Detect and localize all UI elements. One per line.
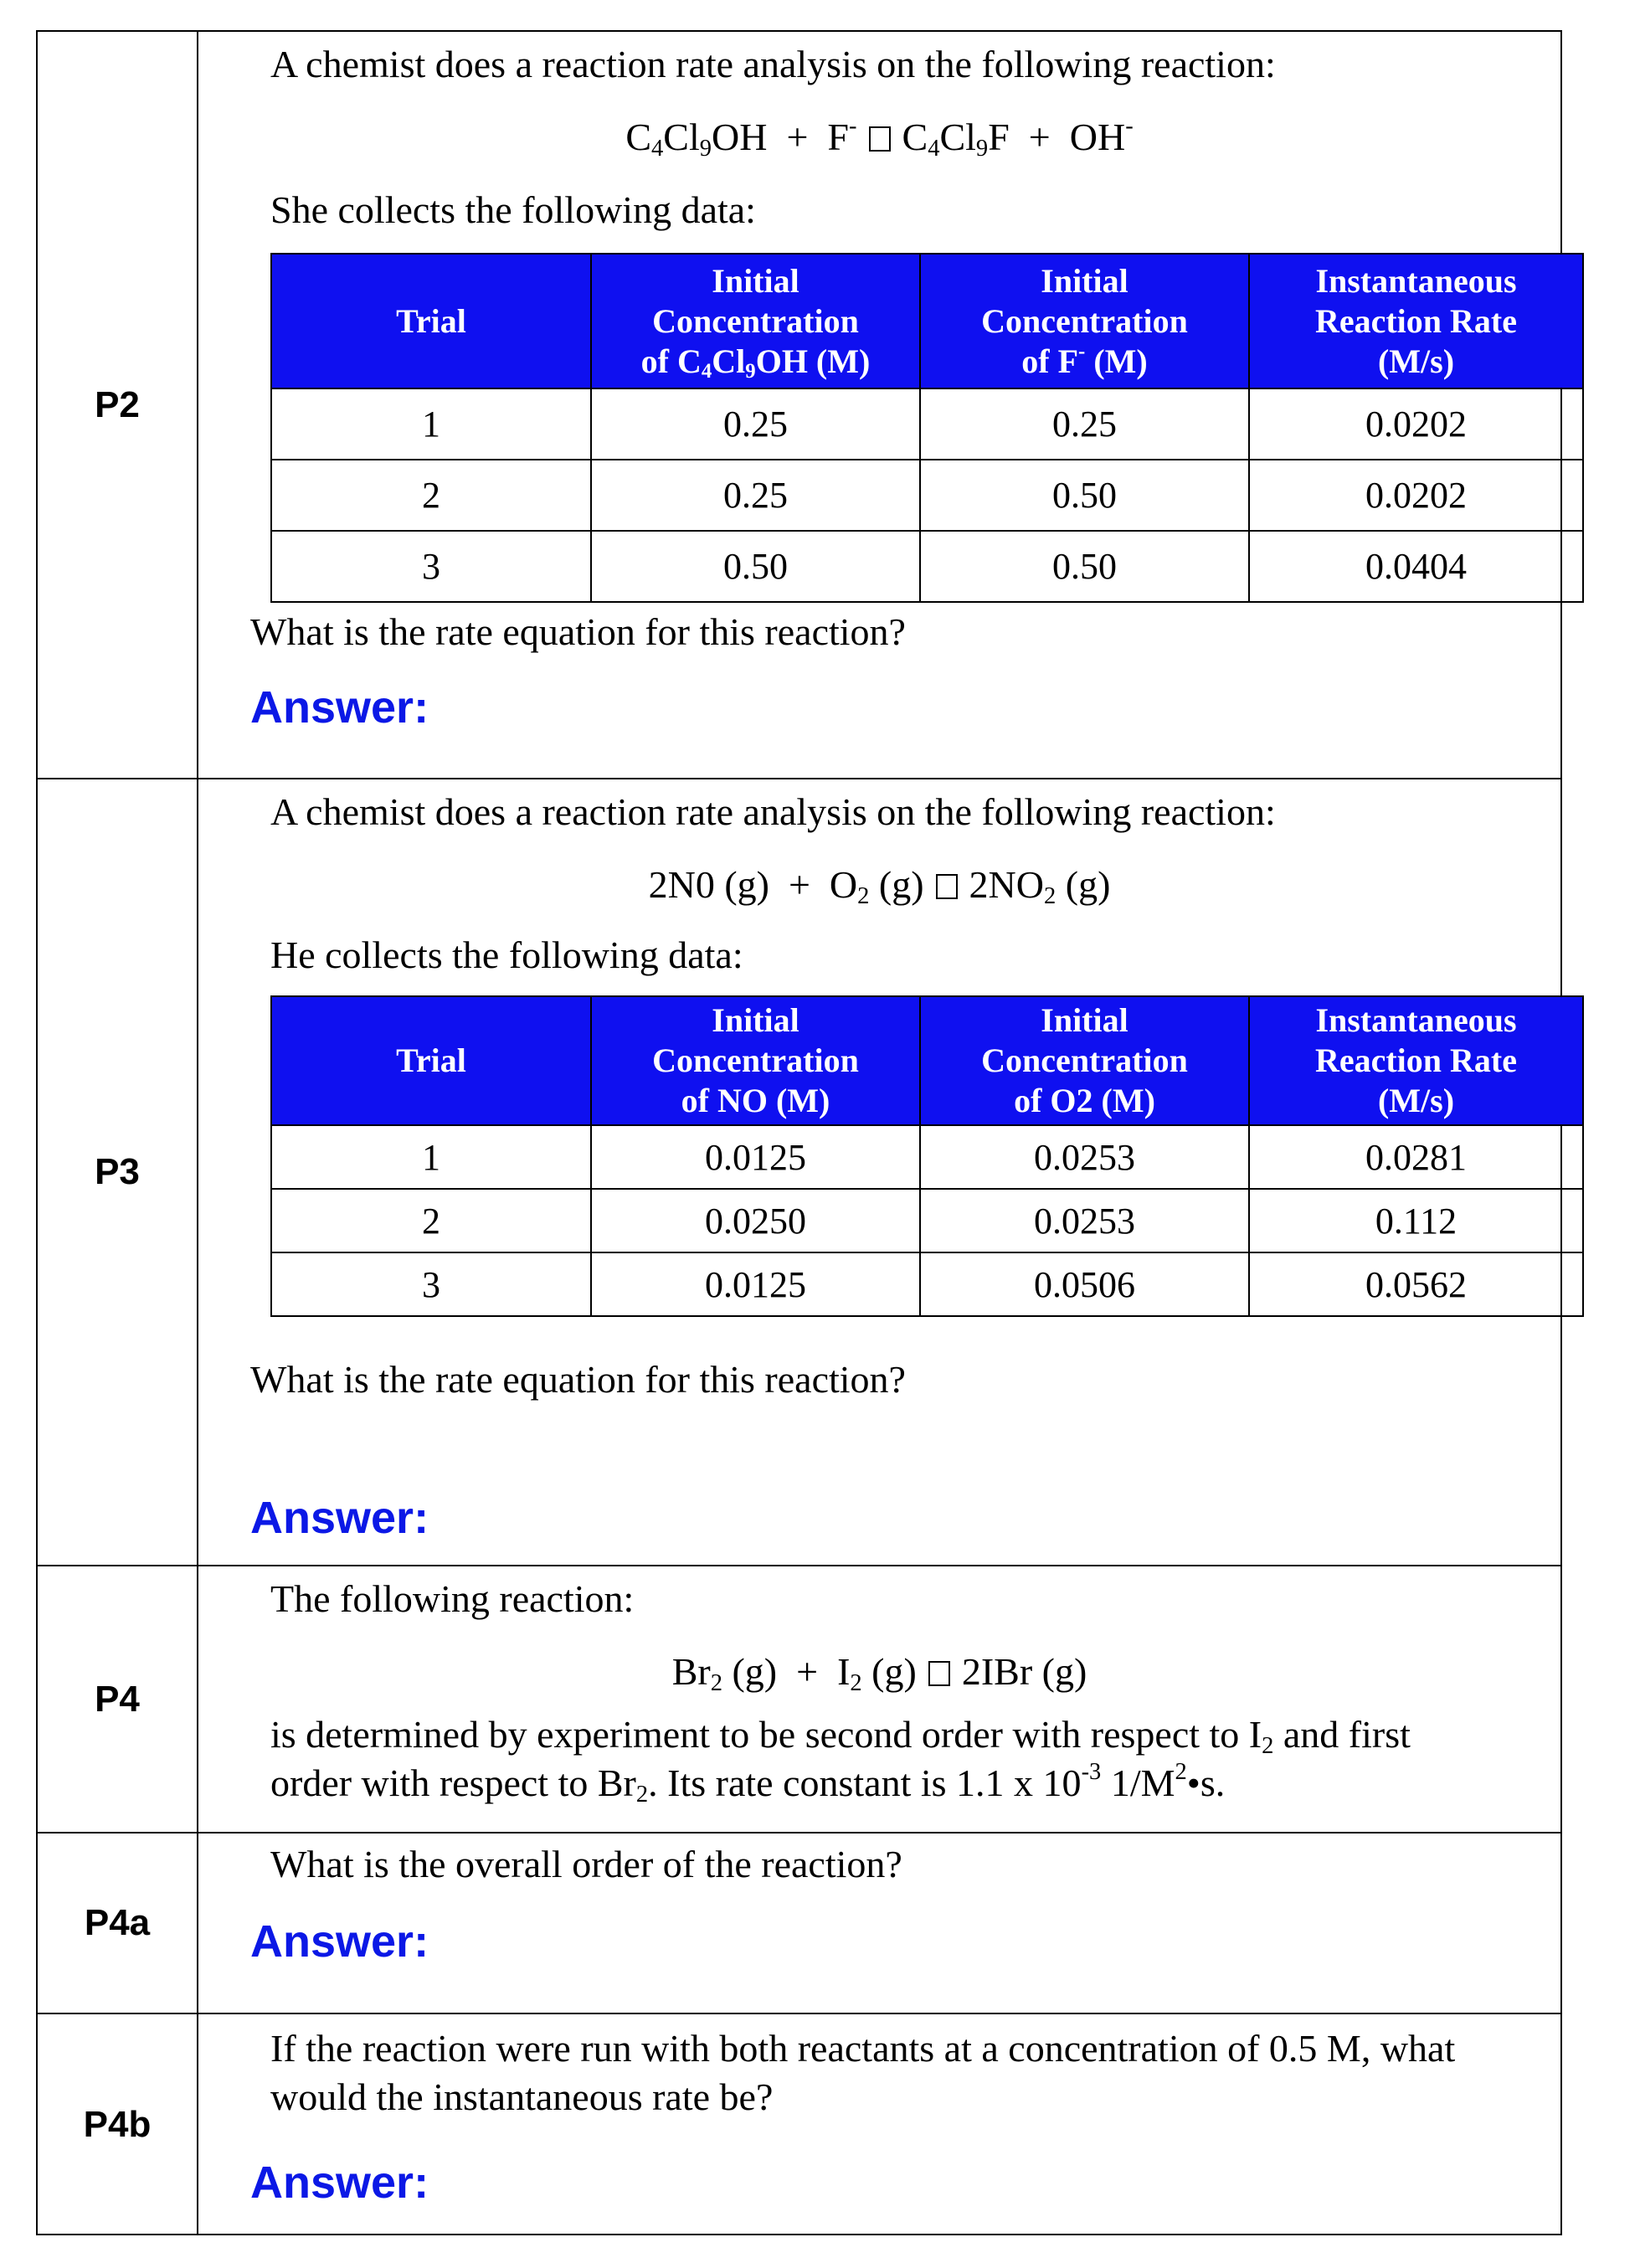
problem-p4a [38,1832,1560,2013]
cell-trial: 3 [271,531,591,602]
cell-conc-2: 0.0506 [920,1252,1249,1316]
arrow-placeholder-icon [869,126,891,152]
cell-trial: 2 [271,460,591,531]
cell-rate: 0.0281 [1249,1125,1583,1189]
cell-conc-2: 0.50 [920,460,1249,531]
question-text: What is the rate equation for this reaction? [250,1358,906,1401]
header-rate: Instantaneous Reaction Rate (M/s) [1249,996,1583,1125]
description-line-1: is determined by experiment to be second order with respect to $I_2$ and first [270,1713,1411,1760]
cell-trial: 1 [271,388,591,460]
problem-label: P3 [38,779,198,1565]
worksheet-table [36,30,1562,2235]
cell-trial: 1 [271,1125,591,1189]
cell-conc-1: 0.0250 [591,1189,920,1252]
cell-conc-1: 0.25 [591,460,920,531]
table-row [271,1125,1583,1189]
problem-p4 [38,1565,1560,1832]
cell-trial: 3 [271,1252,591,1316]
table-row [271,460,1583,531]
header-conc-1: Initial Concentration of $C_4Cl_9OH$ (M) [591,254,920,388]
table-row [271,1189,1583,1252]
problem-p2 [38,32,1560,778]
problem-content [198,1833,1560,2013]
reaction-equation: $Br_2$ $(g) + I_2$ (g) 2IBr (g) [671,1650,1087,1697]
cell-conc-2: 0.50 [920,531,1249,602]
problem-label: P4b [38,2014,198,2235]
reaction-equation: $C_4Cl_9OH + F^-$ $C_4Cl_9F + OH^-$ [625,113,1134,162]
cell-conc-2: 0.25 [920,388,1249,460]
problem-p4b [38,2013,1560,2235]
description-line-2: order with respect to $Br_2$. Its rate constant is 1.1 x $10^{-3}$ $1/M^2•s$. [270,1759,1226,1808]
table-row [271,388,1583,460]
cell-conc-2: 0.0253 [920,1189,1249,1252]
arrow-placeholder-icon [936,874,958,899]
header-conc-2: Initial Concentration of F- (M) [920,254,1249,388]
answer-label: Answer: [250,1916,429,1967]
data-table [270,995,1584,1317]
problem-content [198,1566,1560,1832]
cell-rate: 0.0562 [1249,1252,1583,1316]
header-trial: Trial [271,996,591,1125]
intro-text: The following reaction: [270,1577,635,1620]
collects-text: She collects the following data: [270,188,756,231]
cell-conc-1: 0.0125 [591,1252,920,1316]
collects-text: He collects the following data: [270,933,743,976]
header-conc-1: Initial Concentration of NO (M) [591,996,920,1125]
problem-content [198,779,1560,1565]
question-text: What is the rate equation for this reaction? [250,610,906,653]
problem-label: P4 [38,1566,198,1832]
arrow-placeholder-icon [928,1661,950,1686]
data-table [270,253,1584,603]
problem-content [198,2014,1560,2235]
cell-rate: 0.112 [1249,1189,1583,1252]
answer-label: Answer: [250,682,429,733]
problem-p3 [38,778,1560,1565]
table-row [271,531,1583,602]
intro-text: A chemist does a reaction rate analysis on the following reaction: [270,790,1276,833]
header-conc-2: Initial Concentration of O2 (M) [920,996,1249,1125]
cell-trial: 2 [271,1189,591,1252]
cell-rate: 0.0202 [1249,388,1583,460]
cell-rate: 0.0404 [1249,531,1583,602]
question-line-2: would the instantaneous rate be? [270,2075,774,2118]
intro-text: A chemist does a reaction rate analysis on the following reaction: [270,43,1276,85]
table-row [271,1252,1583,1316]
problem-content [198,32,1560,778]
problem-label: P2 [38,32,198,778]
question-text: What is the overall order of the reaction? [270,1843,902,1885]
table-header-row [271,996,1583,1125]
problem-label: P4a [38,1833,198,2013]
header-rate: Instantaneous Reaction Rate (M/s) [1249,254,1583,388]
cell-rate: 0.0202 [1249,460,1583,531]
cell-conc-1: 0.50 [591,531,920,602]
answer-label: Answer: [250,2157,429,2208]
answer-label: Answer: [250,1493,429,1543]
cell-conc-1: 0.25 [591,388,920,460]
cell-conc-1: 0.0125 [591,1125,920,1189]
question-line-1: If the reaction were run with both reactants at a concentration of 0.5 M, what [270,2027,1456,2070]
cell-conc-2: 0.0253 [920,1125,1249,1189]
header-trial: Trial [271,254,591,388]
reaction-equation: 2N0 $(g) + O_2$ (g) $2NO_2$ (g) [648,863,1111,910]
table-header-row [271,254,1583,388]
